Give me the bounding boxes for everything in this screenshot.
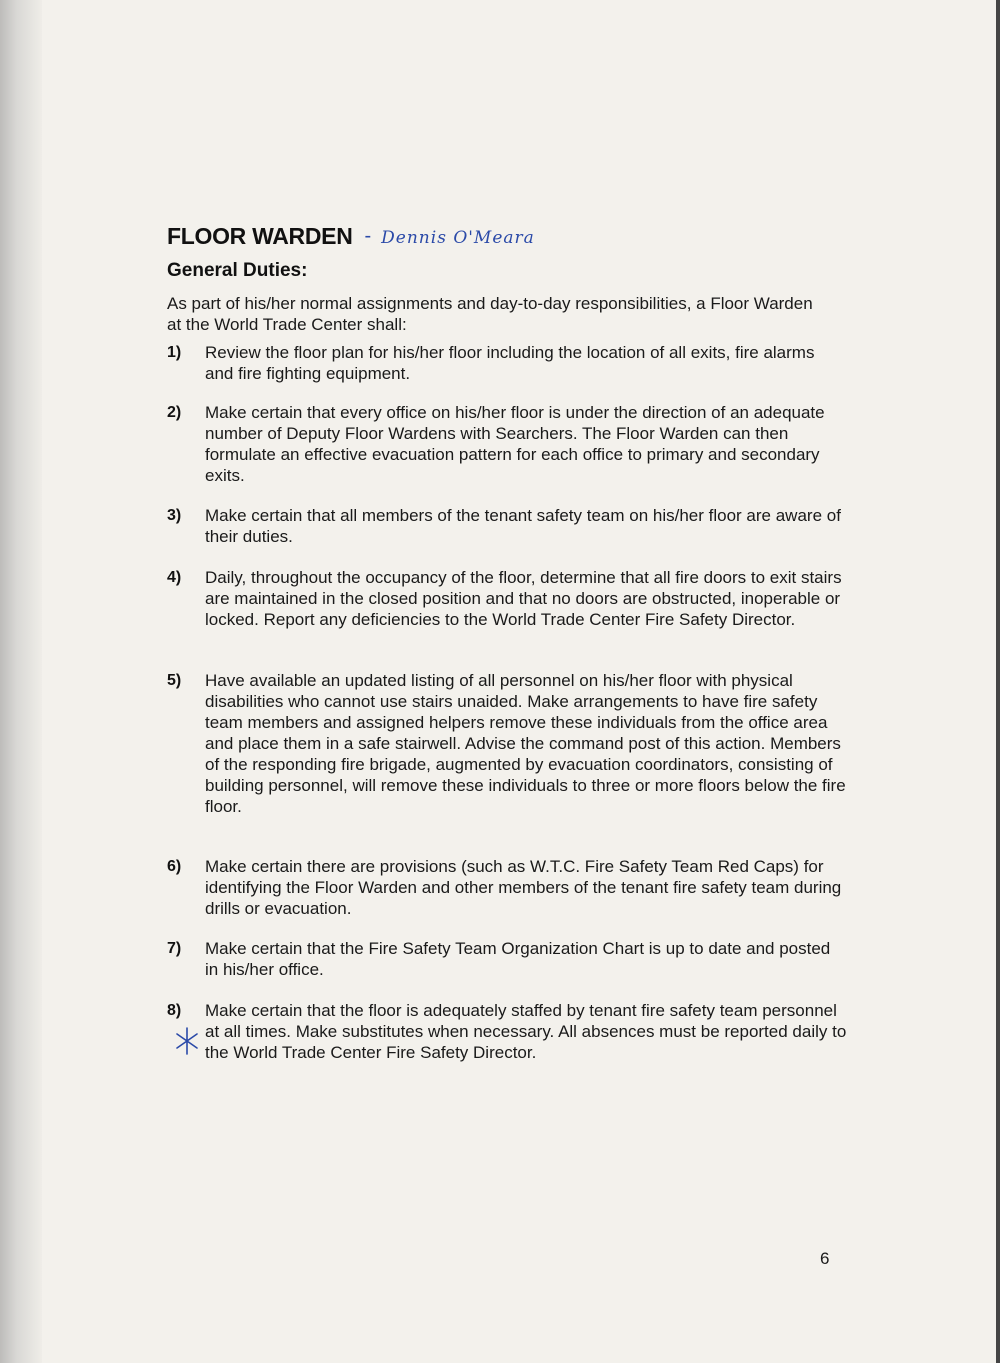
- duty-number: 4): [167, 569, 182, 586]
- duty-number: 7): [167, 940, 182, 957]
- duty-text: Make certain there are provisions (such as W.T.C. Fire Safety Team Red Caps) for identifying the Floor Warden and other members of the tenant fire safety team during drills or evacuation.: [205, 857, 842, 918]
- duty-item: [167, 402, 847, 486]
- intro-paragraph: As part of his/her normal assignments and day-to-day responsibilities, a Floor Warden at the World Trade Center shall:: [167, 294, 813, 334]
- annotation-dash: -: [364, 224, 372, 247]
- duty-item: [167, 670, 847, 817]
- duty-item: [167, 567, 847, 630]
- duty-text: Have available an updated listing of all personnel on his/her floor with physical disabilities who cannot use stairs unaided. Make arrangements to have fire safety team members and assigned helpers remove these individuals from the office area and place them in a safe stairwell. Advise the command post of this action. Members of the responding fire brigade, augmented by evacuation coordinators, consisting of building personnel, will remove these individuals to three or more floors below the fire floor.: [205, 671, 846, 816]
- duty-item: [167, 1000, 847, 1063]
- handwritten-name: Dennis O'Meara: [381, 228, 535, 248]
- page-title: FLOOR WARDEN: [167, 222, 353, 249]
- duty-text: Make certain that all members of the tenant safety team on his/her floor are aware of their duties.: [205, 506, 841, 546]
- duty-number: 8): [167, 1002, 182, 1019]
- duty-item: [167, 505, 847, 547]
- page-number: 6: [820, 1249, 830, 1268]
- duty-number: 6): [167, 858, 182, 875]
- duty-number: 3): [167, 507, 182, 524]
- asterisk-icon: [174, 1024, 200, 1058]
- page-edge: [996, 0, 1000, 1363]
- duty-number: 1): [167, 344, 182, 361]
- duty-text: Review the floor plan for his/her floor including the location of all exits, fire alarms and fire fighting equipment.: [205, 343, 815, 383]
- duty-text: Make certain that the floor is adequately staffed by tenant fire safety team personnel at all times. Make substitutes when necessary. All absences must be reported daily to the World Trade Center Fire Safety Director.: [205, 1001, 847, 1062]
- title-row: [167, 218, 535, 254]
- duty-text: Make certain that the Fire Safety Team Organization Chart is up to date and posted in his/her office.: [205, 939, 831, 979]
- binding-shadow: [0, 0, 42, 1363]
- duty-item: [167, 856, 847, 919]
- duty-number: 5): [167, 672, 182, 689]
- duty-text: Daily, throughout the occupancy of the floor, determine that all fire doors to exit stairs are maintained in the closed position and that no doors are obstructed, inoperable or locked. Report any deficiencies to the World Trade Center Fire Safety Director.: [205, 568, 842, 629]
- duty-text: Make certain that every office on his/her floor is under the direction of an adequate number of Deputy Floor Wardens with Searchers. The Floor Warden can then formulate an effective evacuation pattern for each office to primary and secondary exits.: [205, 403, 825, 485]
- duty-item: [167, 938, 847, 980]
- section-heading: General Duties:: [167, 260, 308, 281]
- duty-item: [167, 342, 847, 384]
- duty-number: 2): [167, 404, 182, 421]
